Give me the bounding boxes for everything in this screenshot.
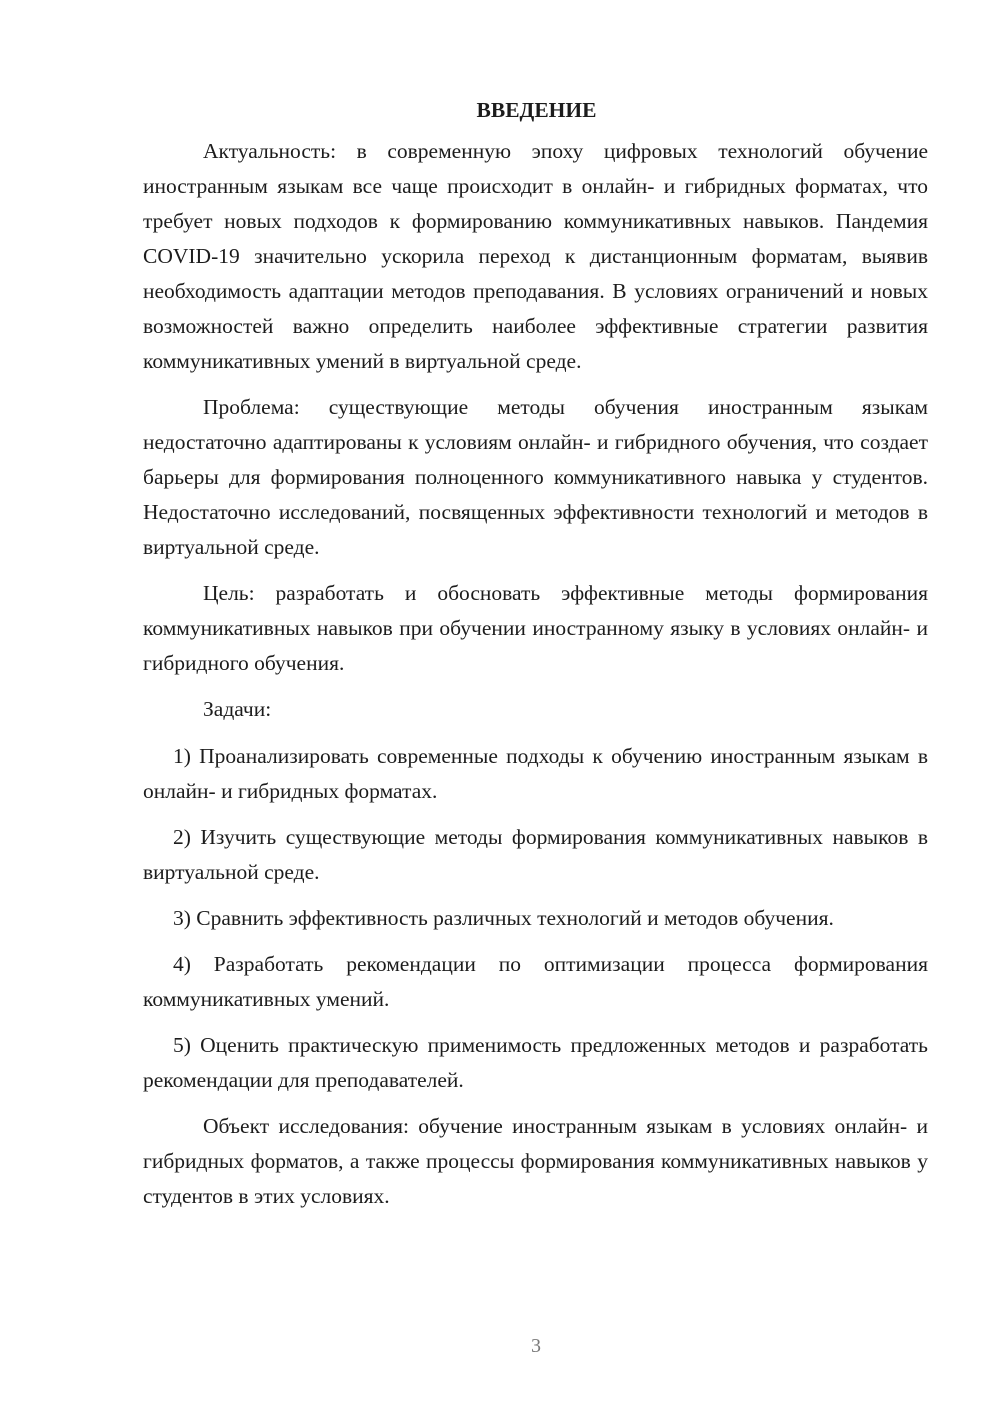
tasks-label: Задачи: (203, 697, 272, 721)
problem-paragraph: Проблема: существующие методы обучения иностранным языкам недостаточно адаптированы к условиям онлайн- и гибридного обучения, что создает барьеры для формирования полноценного коммуникативного навыка у студентов. Недостаточно исследований, посвященных эффективности технологий и методов в виртуальной среде. (143, 395, 928, 559)
task-item-5: 5) Оценить практическую применимость предложенных методов и разработать рекомендации для преподавателей. (143, 1033, 928, 1092)
task-item-1: 1) Проанализировать современные подходы к обучению иностранным языкам в онлайн- и гибридных форматах. (143, 744, 928, 803)
page-content (143, 92, 928, 1225)
object-paragraph: Объект исследования: обучение иностранным языкам в условиях онлайн- и гибридных форматов, а также процессы формирования коммуникативных навыков у студентов в этих условиях. (143, 1114, 928, 1208)
section-heading: ВВЕДЕНИЕ (476, 98, 597, 122)
page-number: 3 (531, 1335, 541, 1357)
relevance-paragraph: Актуальность: в современную эпоху цифровых технологий обучение иностранным языкам все чаще происходит в онлайн- и гибридных форматах, что требует новых подходов к формированию коммуникативных навыков. Пандемия COVID-19 значительно ускорила переход к дистанционным форматам, выявив необходимость адаптации методов преподавания. В условиях ограничений и новых возможностей важно определить наиболее эффективные стратегии развития коммуникативных умений в виртуальной среде. (143, 139, 928, 373)
task-item-3: 3) Сравнить эффективность различных технологий и методов обучения. (173, 906, 834, 930)
task-item-2: 2) Изучить существующие методы формирования коммуникативных навыков в виртуальной среде. (143, 825, 928, 884)
task-item-4: 4) Разработать рекомендации по оптимизации процесса формирования коммуникативных умений. (143, 952, 928, 1011)
goal-paragraph: Цель: разработать и обосновать эффективные методы формирования коммуникативных навыков при обучении иностранному языку в условиях онлайн- и гибридного обучения. (143, 581, 928, 675)
